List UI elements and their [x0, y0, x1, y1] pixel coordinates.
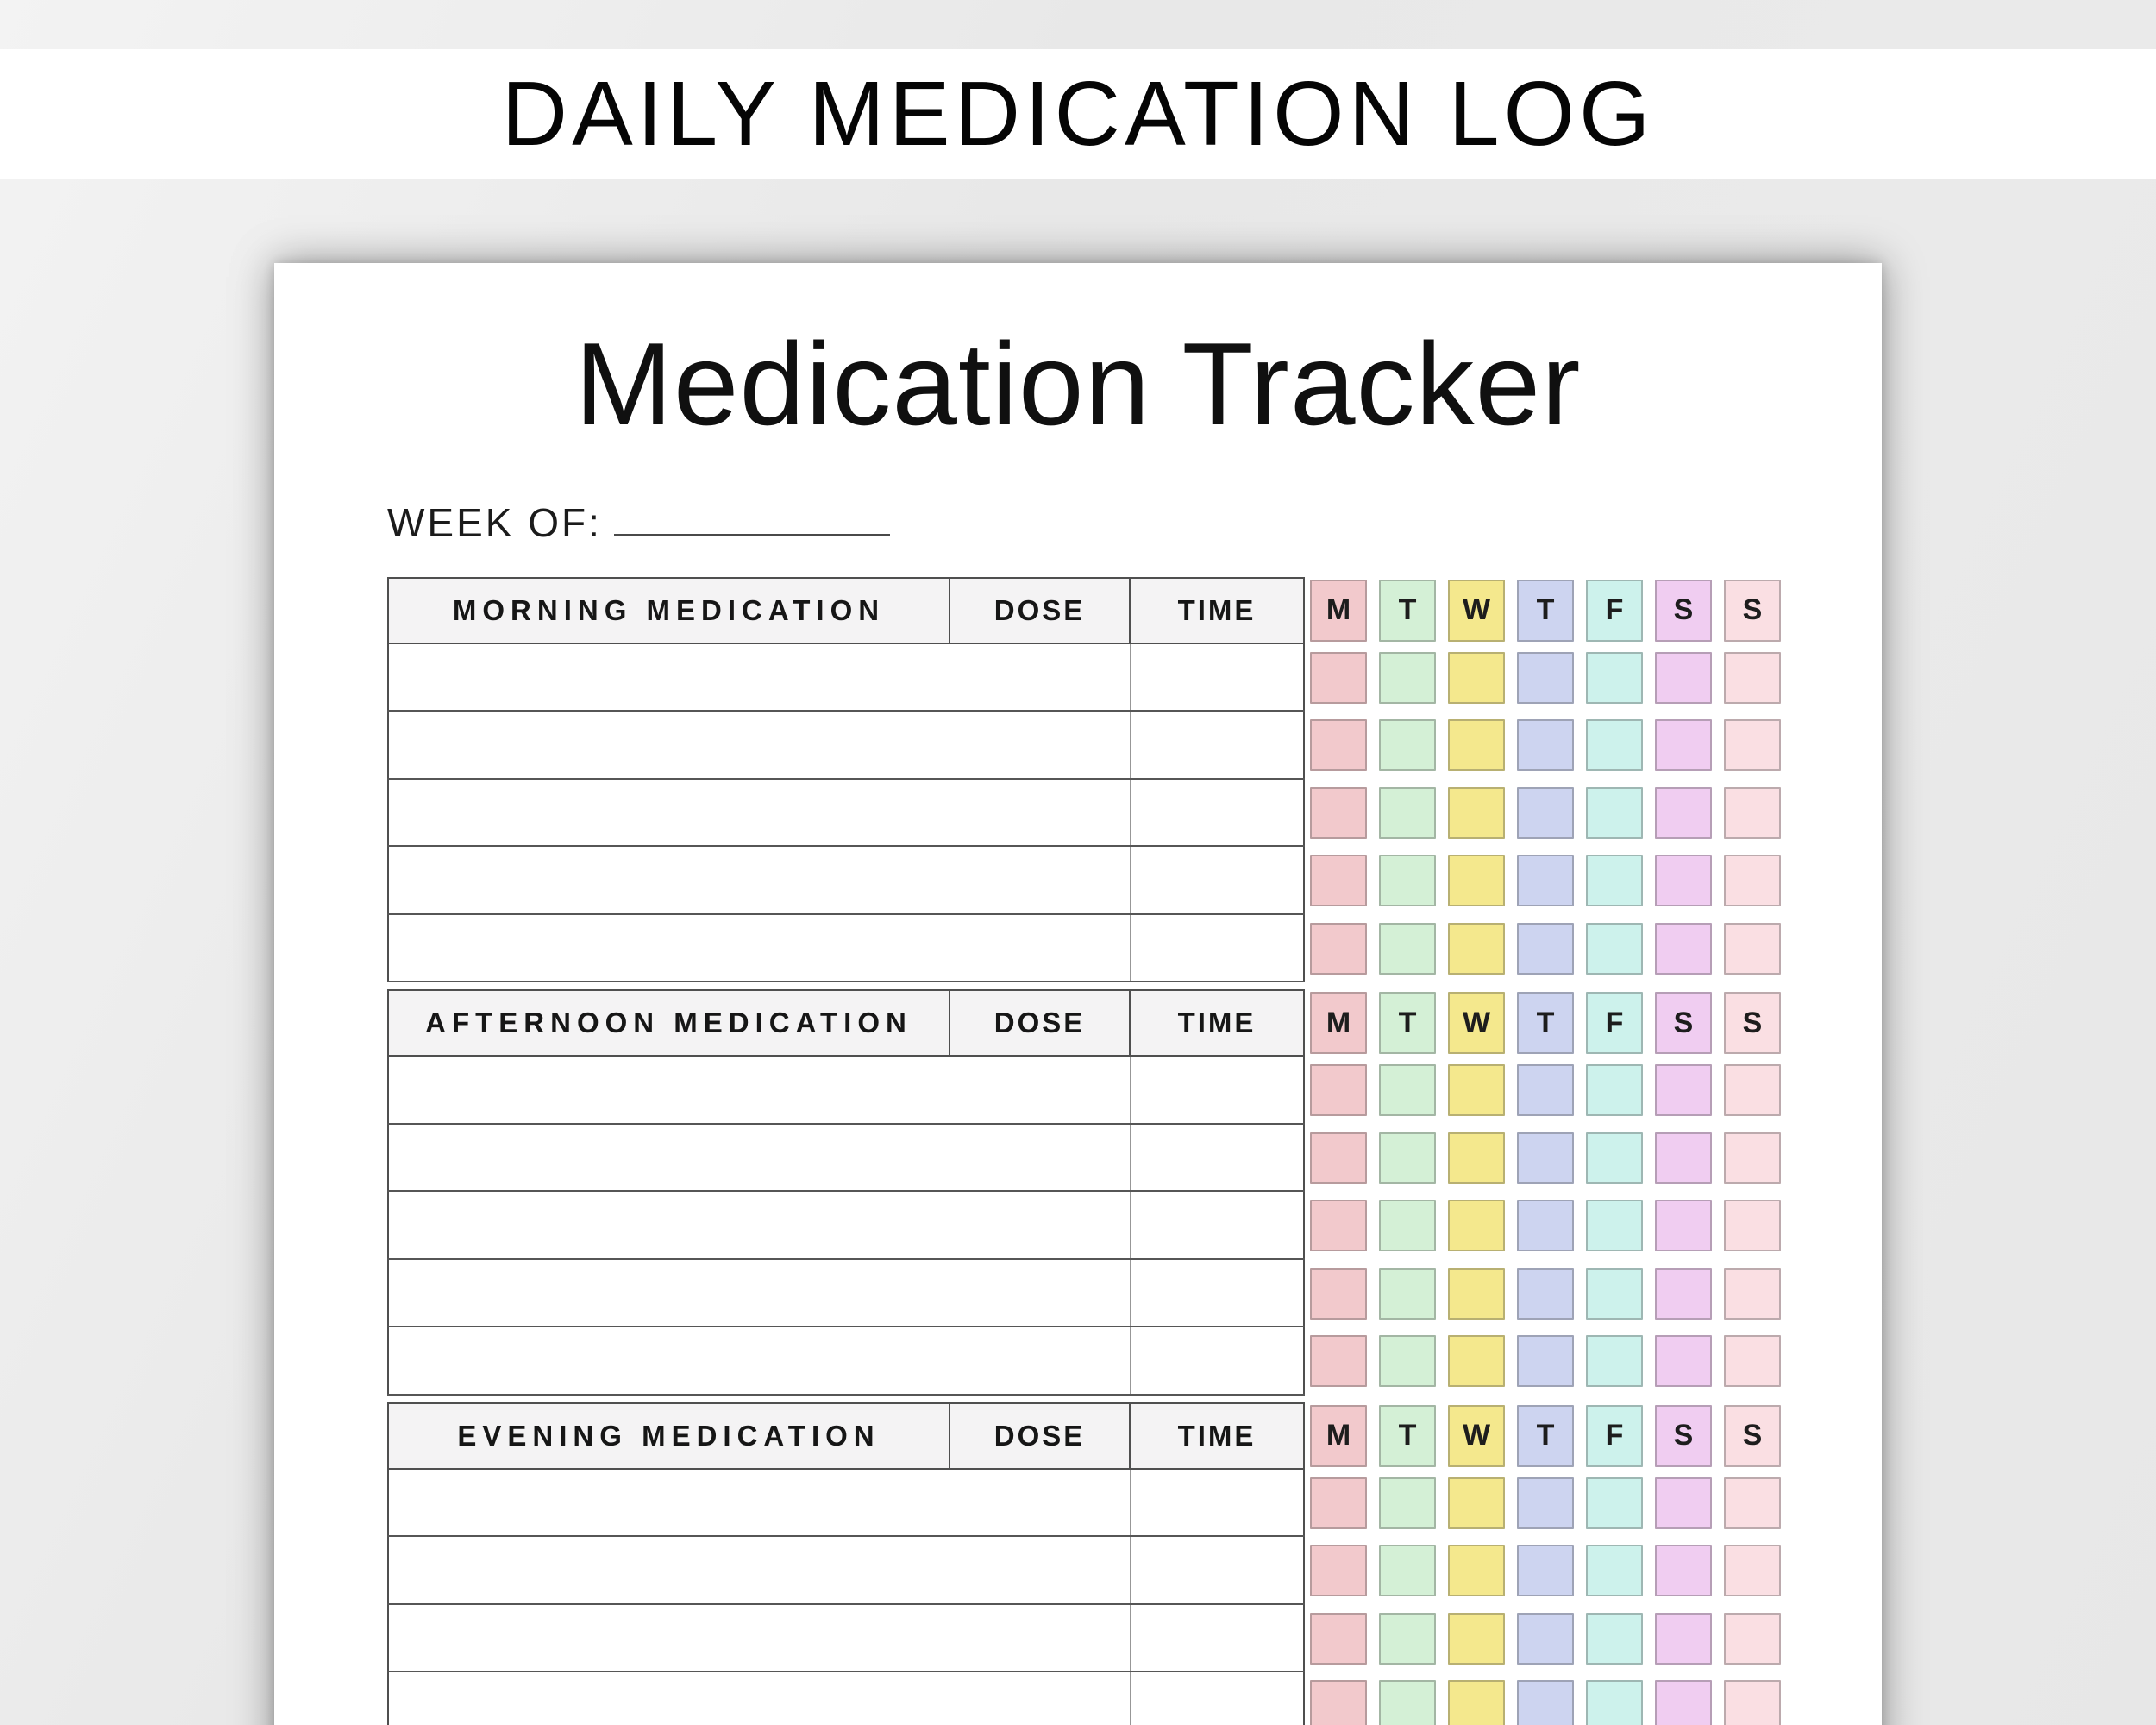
time-header-cell: TIME — [1130, 990, 1304, 1056]
day-checkbox-square[interactable] — [1448, 719, 1505, 771]
day-checkbox-row — [1310, 780, 1781, 848]
day-checkbox-square[interactable] — [1724, 787, 1781, 839]
section-title-cell: EVENING MEDICATION — [388, 1403, 950, 1469]
day-checkbox-square[interactable] — [1655, 1680, 1712, 1725]
medication-name-cell[interactable] — [388, 1124, 950, 1192]
medication-name-cell[interactable] — [388, 1327, 950, 1395]
day-checkbox-square[interactable] — [1448, 1064, 1505, 1116]
day-checkbox-row — [1310, 1057, 1781, 1125]
dose-cell[interactable] — [950, 643, 1130, 712]
day-checkbox-row — [1310, 1327, 1781, 1396]
time-cell[interactable] — [1130, 1124, 1304, 1192]
day-checkbox-square[interactable] — [1586, 1477, 1643, 1529]
day-checkbox-square[interactable] — [1379, 1132, 1436, 1184]
time-cell[interactable] — [1130, 711, 1304, 779]
day-checkbox-square[interactable] — [1724, 1200, 1781, 1251]
day-checkbox-square[interactable] — [1517, 1680, 1574, 1725]
day-header-square: S — [1724, 992, 1781, 1054]
medication-name-cell[interactable] — [388, 1604, 950, 1672]
day-header-square: S — [1724, 1405, 1781, 1467]
day-checkbox-square[interactable] — [1517, 652, 1574, 704]
medication-name-cell[interactable] — [388, 1259, 950, 1327]
page-title: Medication Tracker — [574, 318, 1582, 449]
day-header-square: W — [1448, 580, 1505, 642]
day-checkbox-square[interactable] — [1724, 719, 1781, 771]
dose-header-cell: DOSE — [950, 1403, 1130, 1469]
day-header-square: T — [1379, 992, 1436, 1054]
medication-table-morning-medication — [387, 577, 1305, 983]
week-of-label: WEEK OF: — [387, 500, 602, 546]
day-checkbox-square[interactable] — [1379, 1200, 1436, 1251]
day-checkbox-square[interactable] — [1586, 1268, 1643, 1320]
time-cell[interactable] — [1130, 914, 1304, 982]
day-checkbox-square[interactable] — [1655, 1613, 1712, 1665]
day-checkbox-square[interactable] — [1586, 1132, 1643, 1184]
medication-name-cell[interactable] — [388, 779, 950, 847]
day-checkbox-square[interactable] — [1724, 652, 1781, 704]
day-checkbox-row — [1310, 644, 1781, 712]
day-checkbox-square[interactable] — [1310, 719, 1367, 771]
day-checkbox-square[interactable] — [1448, 1545, 1505, 1596]
section-title-cell: AFTERNOON MEDICATION — [388, 990, 950, 1056]
time-cell[interactable] — [1130, 1604, 1304, 1672]
section-morning-medication — [387, 577, 1882, 983]
day-checkbox-square[interactable] — [1724, 1335, 1781, 1387]
day-checkbox-row — [1310, 1470, 1781, 1538]
day-checkbox-square[interactable] — [1655, 1545, 1712, 1596]
day-checkbox-square[interactable] — [1655, 1200, 1712, 1251]
day-checkbox-square[interactable] — [1517, 855, 1574, 906]
dose-cell[interactable] — [950, 1327, 1130, 1395]
day-checkbox-square[interactable] — [1379, 652, 1436, 704]
table-row — [388, 643, 1304, 712]
day-checkbox-row — [1310, 712, 1781, 780]
day-checkbox-square[interactable] — [1448, 1268, 1505, 1320]
day-checkbox-square[interactable] — [1655, 855, 1712, 906]
sections-container — [274, 577, 1882, 1725]
time-cell[interactable] — [1130, 1191, 1304, 1259]
day-checkbox-square[interactable] — [1448, 1200, 1505, 1251]
day-header-square: F — [1586, 992, 1643, 1054]
time-cell[interactable] — [1130, 1469, 1304, 1537]
day-header-square: S — [1724, 580, 1781, 642]
day-checkbox-row — [1310, 1260, 1781, 1328]
day-checkbox-square[interactable] — [1586, 1545, 1643, 1596]
day-checkbox-square[interactable] — [1448, 787, 1505, 839]
day-checkbox-square[interactable] — [1379, 787, 1436, 839]
day-checkbox-square[interactable] — [1724, 1132, 1781, 1184]
day-checkbox-square[interactable] — [1310, 1613, 1367, 1665]
day-checkbox-square[interactable] — [1379, 1545, 1436, 1596]
day-header-square: S — [1655, 992, 1712, 1054]
dose-header-cell: DOSE — [950, 578, 1130, 643]
day-checkbox-square[interactable] — [1724, 1064, 1781, 1116]
day-header-square: T — [1517, 1405, 1574, 1467]
day-checkbox-square[interactable] — [1586, 1335, 1643, 1387]
day-checkbox-square[interactable] — [1586, 787, 1643, 839]
day-checkbox-square[interactable] — [1448, 855, 1505, 906]
day-checkbox-row — [1310, 1192, 1781, 1260]
medication-table-afternoon-medication — [387, 989, 1305, 1396]
dose-cell[interactable] — [950, 914, 1130, 982]
dose-cell[interactable] — [950, 1672, 1130, 1725]
table-row — [388, 1191, 1304, 1259]
day-checkbox-square[interactable] — [1517, 1477, 1574, 1529]
day-checkbox-square[interactable] — [1517, 1335, 1574, 1387]
day-header-square: W — [1448, 992, 1505, 1054]
day-checkbox-square[interactable] — [1448, 652, 1505, 704]
day-checkbox-square[interactable] — [1379, 855, 1436, 906]
day-checkbox-square[interactable] — [1517, 1064, 1574, 1116]
day-header-square: F — [1586, 580, 1643, 642]
day-checkbox-square[interactable] — [1517, 1613, 1574, 1665]
day-checkbox-square[interactable] — [1655, 1064, 1712, 1116]
table-row — [388, 711, 1304, 779]
day-checkbox-square[interactable] — [1379, 1680, 1436, 1725]
day-checkbox-square[interactable] — [1724, 1268, 1781, 1320]
time-cell[interactable] — [1130, 1672, 1304, 1725]
day-header-row — [1310, 577, 1781, 644]
medication-name-cell[interactable] — [388, 643, 950, 712]
time-cell[interactable] — [1130, 1056, 1304, 1124]
day-header-square: S — [1655, 1405, 1712, 1467]
day-checkbox-row — [1310, 1125, 1781, 1193]
day-checkbox-square[interactable] — [1310, 1268, 1367, 1320]
day-checkbox-square[interactable] — [1379, 1613, 1436, 1665]
day-checkbox-row — [1310, 1605, 1781, 1673]
day-checkbox-square[interactable] — [1310, 787, 1367, 839]
table-header-row — [388, 578, 1304, 643]
day-checkbox-square[interactable] — [1310, 1064, 1367, 1116]
day-header-row — [1310, 989, 1781, 1057]
medication-name-cell[interactable] — [388, 711, 950, 779]
day-checkbox-square[interactable] — [1586, 923, 1643, 975]
table-row — [388, 1259, 1304, 1327]
day-checkbox-square[interactable] — [1724, 855, 1781, 906]
day-checkbox-square[interactable] — [1724, 1545, 1781, 1596]
day-header-square: T — [1379, 1405, 1436, 1467]
time-header-cell: TIME — [1130, 578, 1304, 643]
day-checkbox-square[interactable] — [1310, 1477, 1367, 1529]
day-checkbox-square[interactable] — [1517, 1132, 1574, 1184]
table-row — [388, 1536, 1304, 1604]
time-header-cell: TIME — [1130, 1403, 1304, 1469]
day-checkbox-square[interactable] — [1586, 719, 1643, 771]
medication-name-cell[interactable] — [388, 1191, 950, 1259]
day-checkbox-square[interactable] — [1655, 787, 1712, 839]
day-checkbox-square[interactable] — [1517, 719, 1574, 771]
day-checkbox-square[interactable] — [1310, 855, 1367, 906]
medication-table-evening-medication — [387, 1402, 1305, 1725]
day-checkbox-square[interactable] — [1379, 1335, 1436, 1387]
day-checkbox-row — [1310, 1537, 1781, 1605]
day-header-square: F — [1586, 1405, 1643, 1467]
day-checkbox-square[interactable] — [1655, 923, 1712, 975]
day-header-square: W — [1448, 1405, 1505, 1467]
section-evening-medication — [387, 1402, 1882, 1725]
table-header-row — [388, 1403, 1304, 1469]
medication-name-cell[interactable] — [388, 846, 950, 914]
table-row — [388, 1604, 1304, 1672]
table-row — [388, 1327, 1304, 1395]
day-checkbox-square[interactable] — [1379, 1268, 1436, 1320]
day-checkbox-square[interactable] — [1517, 787, 1574, 839]
dose-header-cell: DOSE — [950, 990, 1130, 1056]
day-checkbox-square[interactable] — [1724, 1613, 1781, 1665]
day-checkbox-grid — [1310, 1402, 1781, 1725]
day-header-row — [1310, 1402, 1781, 1470]
day-checkbox-row — [1310, 1672, 1781, 1725]
day-checkbox-square[interactable] — [1655, 652, 1712, 704]
dose-cell[interactable] — [950, 1124, 1130, 1192]
dose-cell[interactable] — [950, 1259, 1130, 1327]
day-checkbox-square[interactable] — [1310, 1200, 1367, 1251]
day-checkbox-square[interactable] — [1586, 1613, 1643, 1665]
day-checkbox-square[interactable] — [1448, 1132, 1505, 1184]
table-row — [388, 1469, 1304, 1537]
day-checkbox-row — [1310, 847, 1781, 915]
section-title-cell: MORNING MEDICATION — [388, 578, 950, 643]
table-header-row — [388, 990, 1304, 1056]
day-checkbox-square[interactable] — [1586, 1680, 1643, 1725]
day-header-square: M — [1310, 1405, 1367, 1467]
time-cell[interactable] — [1130, 1327, 1304, 1395]
day-checkbox-square[interactable] — [1379, 1477, 1436, 1529]
day-checkbox-square[interactable] — [1655, 1132, 1712, 1184]
day-checkbox-square[interactable] — [1379, 1064, 1436, 1116]
day-checkbox-square[interactable] — [1310, 1132, 1367, 1184]
day-checkbox-square[interactable] — [1310, 652, 1367, 704]
day-checkbox-square[interactable] — [1379, 719, 1436, 771]
day-checkbox-square[interactable] — [1655, 1477, 1712, 1529]
day-checkbox-square[interactable] — [1448, 1613, 1505, 1665]
time-cell[interactable] — [1130, 846, 1304, 914]
time-cell[interactable] — [1130, 1259, 1304, 1327]
table-row — [388, 1672, 1304, 1725]
day-header-square: M — [1310, 992, 1367, 1054]
day-checkbox-row — [1310, 915, 1781, 983]
day-checkbox-square[interactable] — [1586, 1064, 1643, 1116]
day-checkbox-square[interactable] — [1655, 719, 1712, 771]
day-checkbox-square[interactable] — [1448, 1335, 1505, 1387]
day-checkbox-square[interactable] — [1448, 1477, 1505, 1529]
time-cell[interactable] — [1130, 643, 1304, 712]
day-checkbox-square[interactable] — [1517, 923, 1574, 975]
medication-name-cell[interactable] — [388, 1469, 950, 1537]
table-row — [388, 779, 1304, 847]
day-checkbox-square[interactable] — [1655, 1335, 1712, 1387]
dose-cell[interactable] — [950, 1469, 1130, 1537]
week-of-blank-line[interactable] — [614, 534, 890, 536]
day-checkbox-square[interactable] — [1517, 1200, 1574, 1251]
banner-title: DAILY MEDICATION LOG — [501, 62, 1655, 165]
day-checkbox-square[interactable] — [1448, 923, 1505, 975]
day-checkbox-square[interactable] — [1586, 1200, 1643, 1251]
day-checkbox-square[interactable] — [1724, 1680, 1781, 1725]
dose-cell[interactable] — [950, 779, 1130, 847]
table-row — [388, 1056, 1304, 1124]
day-checkbox-square[interactable] — [1310, 1680, 1367, 1725]
dose-cell[interactable] — [950, 1191, 1130, 1259]
dose-cell[interactable] — [950, 1536, 1130, 1604]
day-checkbox-square[interactable] — [1724, 923, 1781, 975]
medication-name-cell[interactable] — [388, 1536, 950, 1604]
day-header-square: T — [1517, 580, 1574, 642]
table-row — [388, 1124, 1304, 1192]
day-checkbox-grid — [1310, 577, 1781, 983]
day-checkbox-square[interactable] — [1379, 923, 1436, 975]
day-checkbox-square[interactable] — [1517, 1268, 1574, 1320]
medication-name-cell[interactable] — [388, 914, 950, 982]
dose-cell[interactable] — [950, 1056, 1130, 1124]
paper — [274, 263, 1882, 1725]
time-cell[interactable] — [1130, 779, 1304, 847]
day-checkbox-square[interactable] — [1586, 652, 1643, 704]
day-header-square: S — [1655, 580, 1712, 642]
day-checkbox-square[interactable] — [1448, 1680, 1505, 1725]
day-checkbox-square[interactable] — [1517, 1545, 1574, 1596]
medication-name-cell[interactable] — [388, 1056, 950, 1124]
day-header-square: T — [1379, 580, 1436, 642]
day-checkbox-square[interactable] — [1310, 923, 1367, 975]
day-checkbox-square[interactable] — [1310, 1335, 1367, 1387]
dose-cell[interactable] — [950, 711, 1130, 779]
day-checkbox-square[interactable] — [1310, 1545, 1367, 1596]
day-checkbox-square[interactable] — [1586, 855, 1643, 906]
day-header-square: M — [1310, 580, 1367, 642]
medication-name-cell[interactable] — [388, 1672, 950, 1725]
day-header-square: T — [1517, 992, 1574, 1054]
section-afternoon-medication — [387, 989, 1882, 1396]
table-row — [388, 846, 1304, 914]
dose-cell[interactable] — [950, 1604, 1130, 1672]
week-of-line — [387, 499, 1882, 547]
day-checkbox-square[interactable] — [1724, 1477, 1781, 1529]
banner — [0, 49, 2156, 179]
table-row — [388, 914, 1304, 982]
day-checkbox-square[interactable] — [1655, 1268, 1712, 1320]
time-cell[interactable] — [1130, 1536, 1304, 1604]
dose-cell[interactable] — [950, 846, 1130, 914]
day-checkbox-grid — [1310, 989, 1781, 1396]
